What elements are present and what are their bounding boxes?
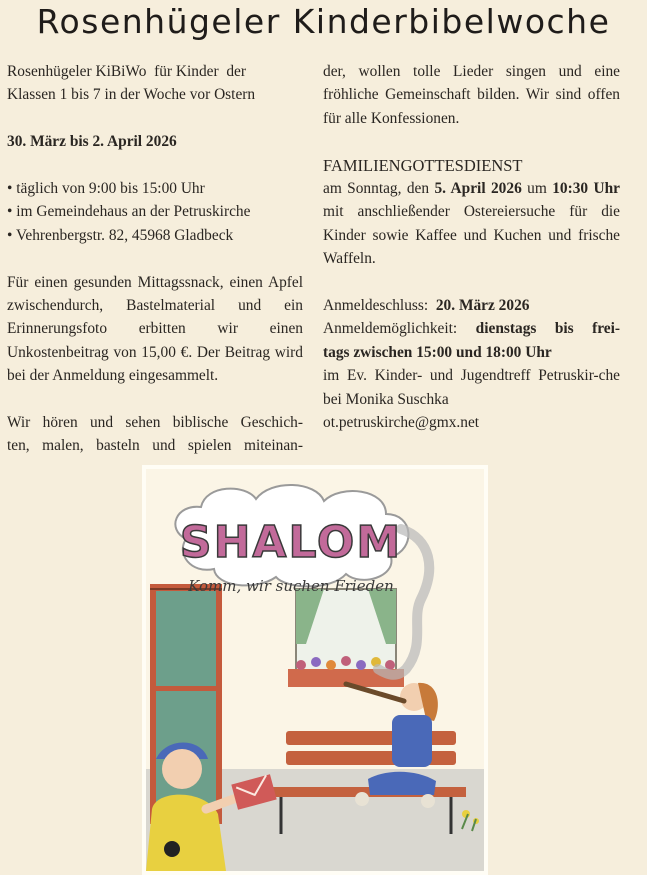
- service-paragraph: am Sonntag, den 5. April 2026 um 10:30 Uhr mit anschließender Ostereiersuche für die Kinder sowie Kaffee und Kuchen und frische Waffeln.: [323, 180, 620, 268]
- cost-paragraph: Für einen gesunden Mittagssnack, einen Apfel zwischendurch, Bastelmaterial und ein Erinnerungsfoto erbitten wir einen Unkostenbeitrag von 15,00 €. Der Beitrag wird bei der Anmeldung eingesammelt.: [7, 273, 303, 385]
- bullet-address: • Vehrenbergstr. 82, 45968 Gladbeck: [7, 226, 234, 244]
- bullet-time: • täglich von 9:00 bis 15:00 Uhr: [7, 180, 205, 197]
- event-dates: 30. März bis 2. April 2026: [7, 133, 177, 151]
- registration-hours: tags zwischen 15:00 und 18:00 Uhr: [323, 343, 552, 361]
- registration-deadline: Anmeldeschluss: 20. März 2026: [323, 297, 530, 315]
- left-column: [7, 60, 303, 458]
- intro-line-2: Klassen 1 bis 7 in der Woche vor Ostern: [7, 86, 256, 104]
- registration-option: Anmeldemöglichkeit: dienstags bis frei-: [323, 320, 620, 338]
- activities-line-2: ten, malen, basteln und spielen miteinan-: [7, 437, 303, 455]
- bullet-location: • im Gemeindehaus an der Petruskirche: [7, 203, 251, 221]
- page-title: Rosenhügeler Kinderbibelwoche: [36, 2, 611, 41]
- service-heading: FAMILIENGOTTESDIENST: [323, 155, 523, 175]
- service-time: 10:30 Uhr: [552, 180, 620, 198]
- intro-line-1: Rosenhügeler KiBiWo für Kinder der: [7, 63, 246, 80]
- contact-email: ot.petruskirche@gmx.net: [323, 414, 480, 432]
- service-date: 5. April 2026: [434, 180, 522, 198]
- right-column: [323, 60, 620, 434]
- shalom-illustration: [142, 465, 488, 875]
- shalom-heading: SHALOM: [179, 517, 403, 568]
- activities-continued: der, wollen tolle Lieder singen und eine fröhliche Gemeinschaft bilden. Wir sind offen für alle Konfessionen.: [323, 63, 620, 127]
- activities-line-1: Wir hören und sehen biblische Geschich-: [7, 414, 303, 432]
- registration-place: im Ev. Kinder- und Jugendtreff Petruskir-che bei Monika Suschka: [323, 367, 620, 408]
- shalom-subtitle: Komm, wir suchen Frieden: [188, 577, 394, 595]
